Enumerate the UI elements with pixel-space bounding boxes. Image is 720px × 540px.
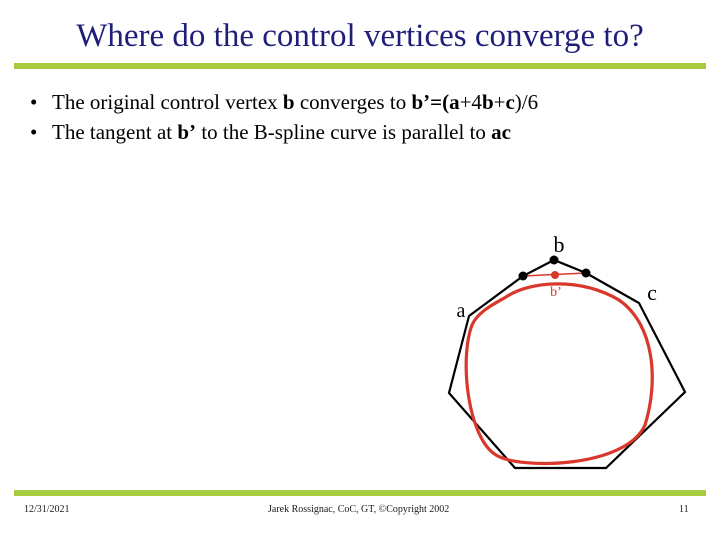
label-b: b xyxy=(553,232,565,257)
control-vertex xyxy=(582,269,591,278)
footer-divider xyxy=(14,490,706,496)
bspline-curve xyxy=(466,284,652,464)
footer-author: Jarek Rossignac, CoC, GT, ©Copyright 2002 xyxy=(268,504,450,515)
footer-page-number: 11 xyxy=(679,504,689,515)
control-vertex xyxy=(519,272,528,281)
bullet-item: • The tangent at b’ to the B-spline curve is parallel to ac xyxy=(30,117,538,147)
label-b-prime: b’ xyxy=(550,285,562,300)
label-a: a xyxy=(456,300,466,322)
slide-title: Where do the control vertices converge to? xyxy=(76,18,644,54)
label-c: c xyxy=(647,280,657,305)
bullet-dot: • xyxy=(30,120,38,144)
bullet-item: • The original control vertex b converges to b’=(a+4b+c)/6 xyxy=(30,87,538,117)
footer-date: 12/31/2021 xyxy=(24,504,70,515)
bullet-dot: • xyxy=(30,90,38,114)
converged-vertex-b-prime xyxy=(551,271,559,279)
